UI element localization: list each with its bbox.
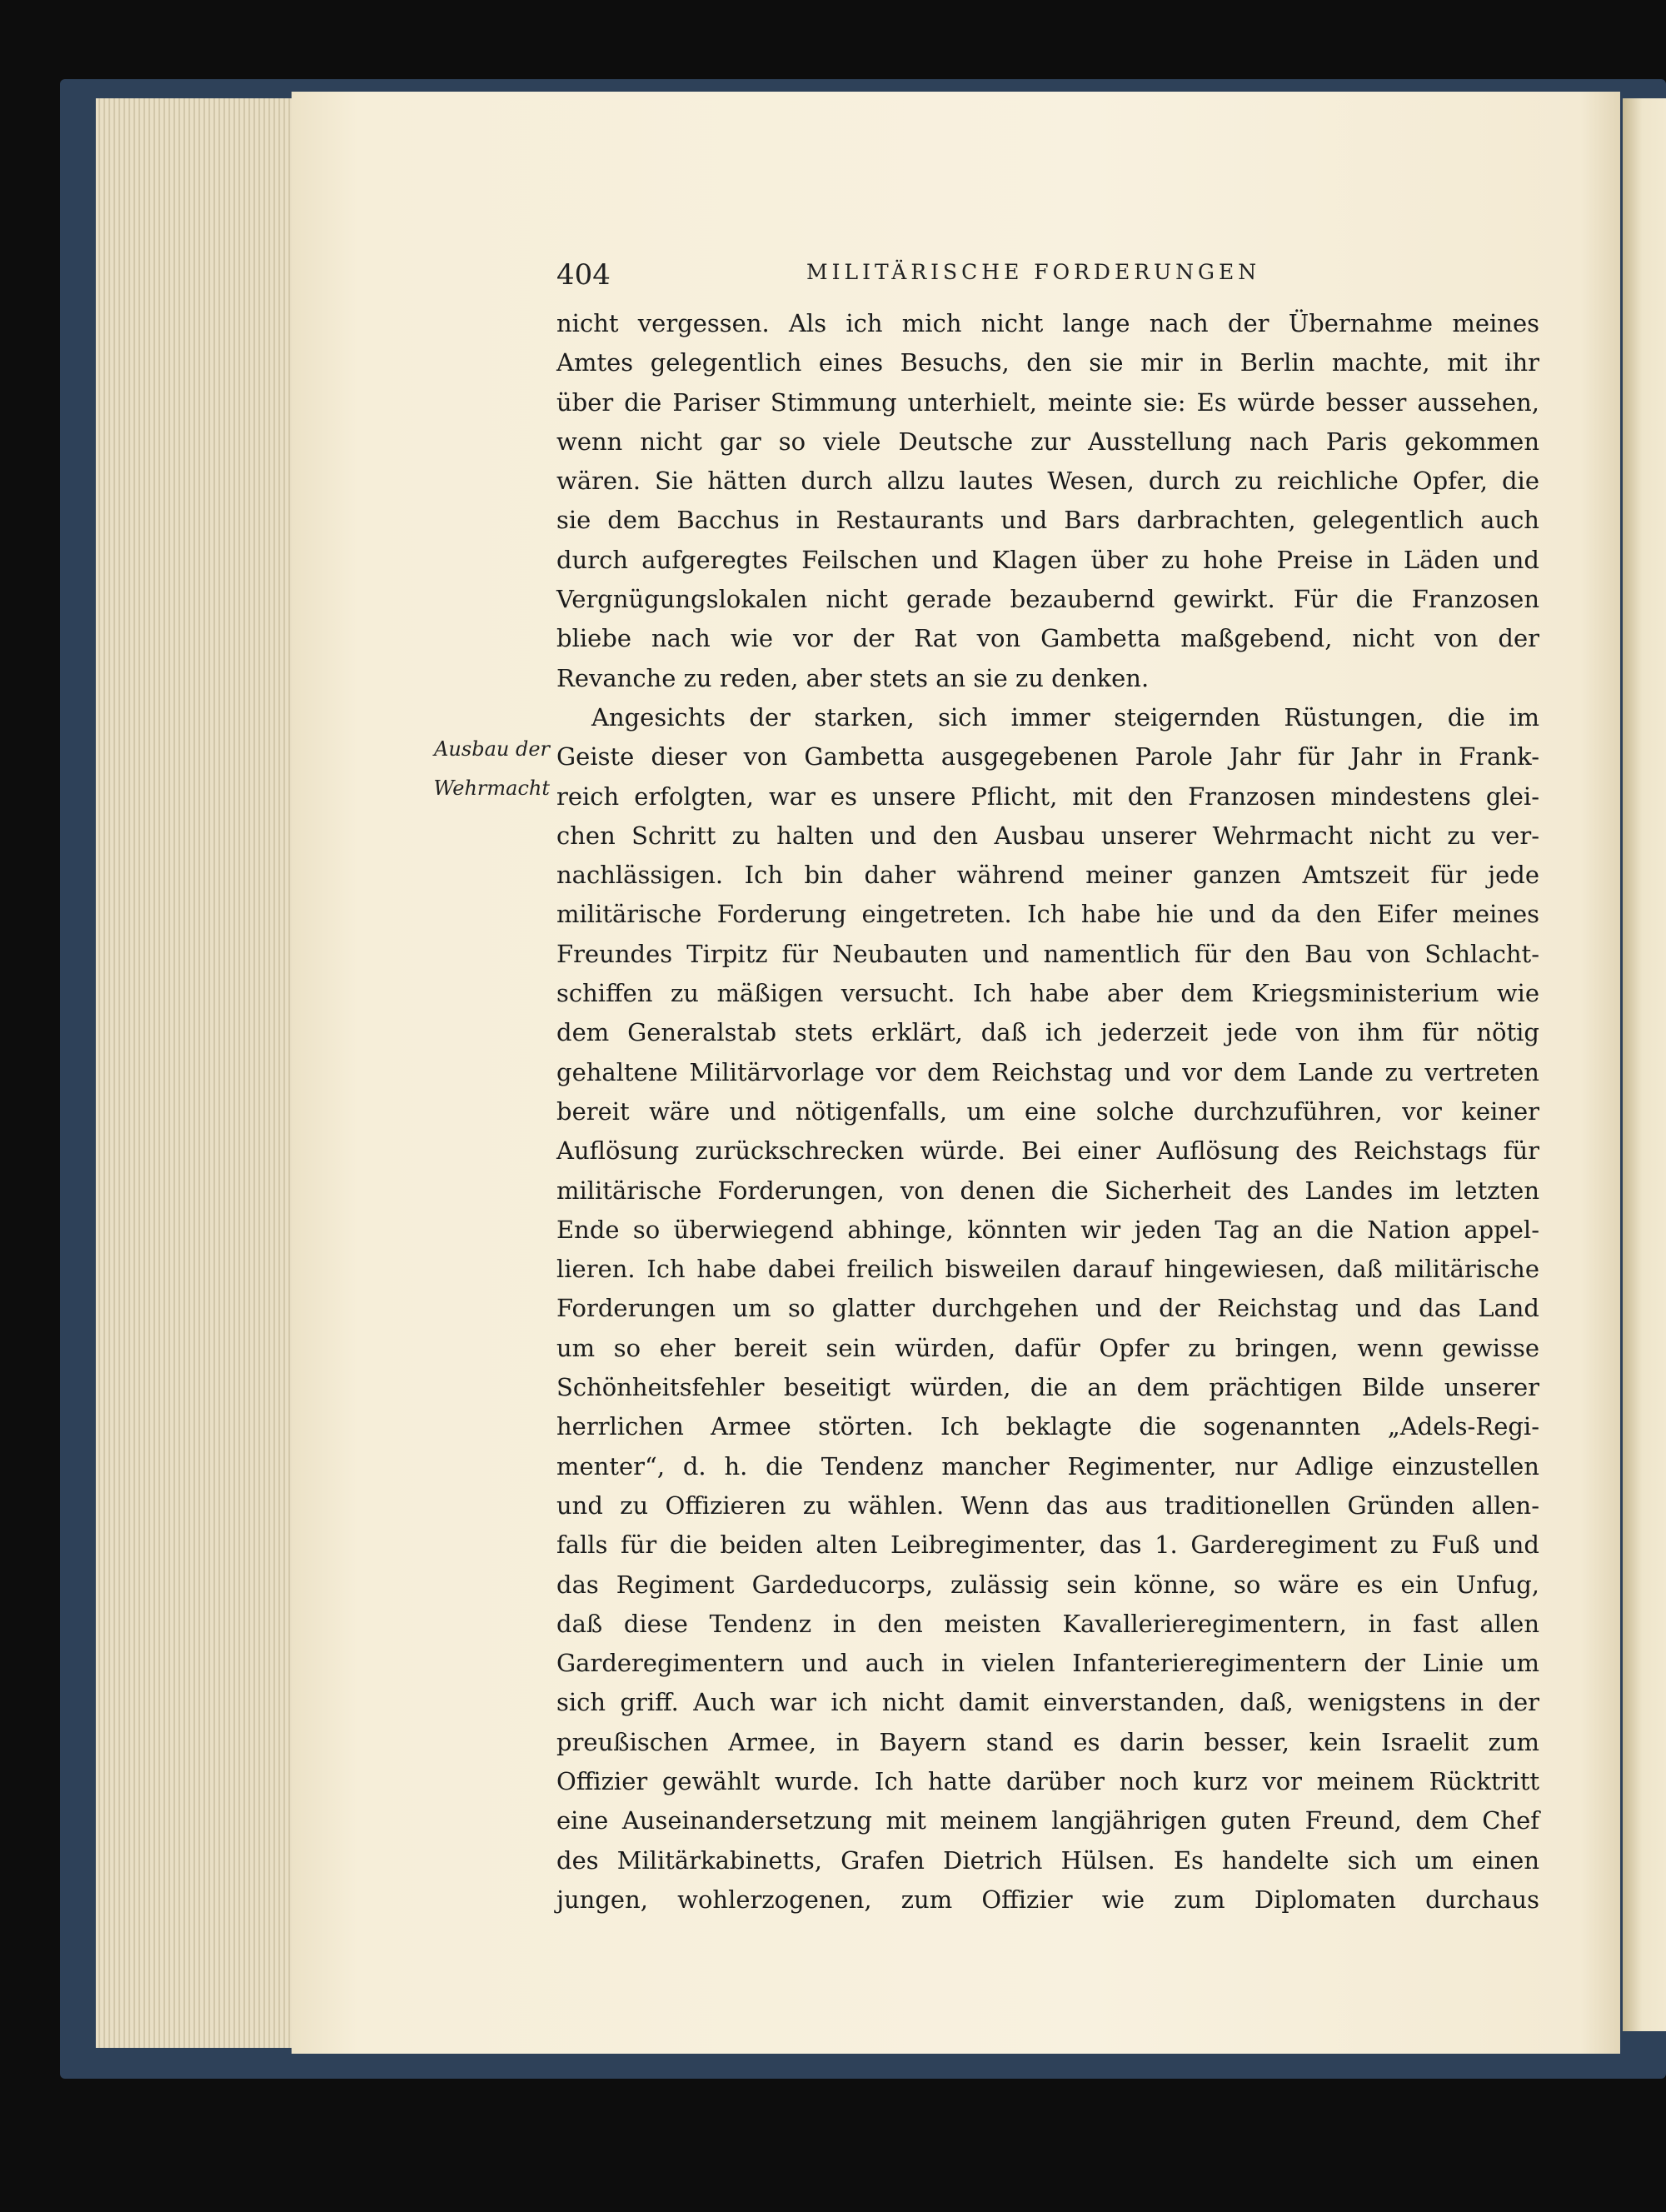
- text-line: daß diese Tendenz in den meisten Kavallerieregimentern, in fast allen: [556, 1609, 1539, 1638]
- text-line: schiffen zu mäßigen versucht. Ich habe aber dem Kriegsministerium wie: [556, 979, 1539, 1008]
- margin-note: [416, 730, 550, 808]
- text-line: lieren. Ich habe dabei freilich bisweilen darauf hingewiesen, daß militärische: [556, 1255, 1539, 1284]
- page-number: 404: [556, 258, 611, 292]
- text-line: nicht vergessen. Als ich mich nicht lange nach der Übernahme meines: [556, 309, 1539, 337]
- text-line: reich erfolgten, war es unsere Pflicht, mit den Franzosen mindestens glei-: [556, 781, 1539, 811]
- text-line: dem Generalstab stets erklärt, daß ich jederzeit jede von ihm für nötig: [556, 1018, 1539, 1047]
- text-line: jungen, wohlerzogenen, zum Offizier wie zum Diplomaten durchaus: [556, 1885, 1539, 1914]
- text-line: chen Schritt zu halten und den Ausbau unserer Wehrmacht nicht zu ver-: [556, 821, 1539, 850]
- margin-note-line: Ausbau der: [434, 737, 550, 761]
- text-line: Vergnügungslokalen nicht gerade bezaubernd gewirkt. Für die Franzosen: [556, 585, 1539, 614]
- text-line: durch aufgeregtes Feilschen und Klagen über zu hohe Preise in Läden und: [556, 545, 1539, 574]
- text-line: eine Auseinandersetzung mit meinem langjährigen guten Freund, dem Chef: [556, 1806, 1539, 1835]
- paragraph-end-line: Revanche zu reden, aber stets an sie zu denken.: [556, 663, 1150, 692]
- text-line: militärische Forderung eingetreten. Ich habe hie und da den Eifer meines: [556, 900, 1539, 929]
- text-line: Ende so überwiegend abhinge, könnten wir jeden Tag an die Nation appel-: [556, 1215, 1539, 1244]
- text-line: gehaltene Militärvorlage vor dem Reichstag und vor dem Lande zu vertreten: [556, 1057, 1539, 1086]
- text-line: wenn nicht gar so viele Deutsche zur Ausstellung nach Paris gekommen: [556, 427, 1539, 456]
- text-line: sie dem Bacchus in Restaurants und Bars darbrachten, gelegentlich auch: [556, 506, 1539, 535]
- running-head: MILITÄRISCHE FORDERUNGEN: [806, 260, 1261, 284]
- page-header: [556, 250, 1539, 300]
- text-line: das Regiment Gardeducorps, zulässig sein könne, so wäre es ein Unfug,: [556, 1570, 1539, 1599]
- margin-note-line: Wehrmacht: [433, 776, 550, 800]
- text-line: bliebe nach wie vor der Rat von Gambetta maßgebend, nicht von der: [556, 624, 1539, 653]
- text-line: um so eher bereit sein würden, dafür Opfer zu bringen, wenn gewisse: [556, 1333, 1539, 1362]
- text-line: Schönheitsfehler beseitigt würden, die an dem prächtigen Bilde unserer: [556, 1373, 1539, 1402]
- text-line: des Militärkabinetts, Grafen Dietrich Hülsen. Es handelte sich um einen: [556, 1845, 1539, 1875]
- text-line: bereit wäre und nötigenfalls, um eine solche durchzuführen, vor keiner: [556, 1096, 1539, 1126]
- text-line: über die Pariser Stimmung unterhielt, meinte sie: Es würde besser aussehen,: [556, 387, 1539, 417]
- text-line: militärische Forderungen, von denen die Sicherheit des Landes im letzten: [556, 1176, 1539, 1205]
- text-line: wären. Sie hätten durch allzu lautes Wesen, durch zu reichliche Opfer, die: [556, 467, 1539, 496]
- text-line: nachlässigen. Ich bin daher während meiner ganzen Amtszeit für jede: [556, 861, 1539, 890]
- text-line: sich griff. Auch war ich nicht damit einverstanden, daß, wenigstens in der: [556, 1688, 1539, 1717]
- text-line: preußischen Armee, in Bayern stand es darin besser, kein Israelit zum: [556, 1727, 1539, 1756]
- text-line: Geiste dieser von Gambetta ausgegebenen Parole Jahr für Jahr in Frank-: [556, 742, 1539, 771]
- text-line: Garderegimentern und auch in vielen Infanterieregimentern der Linie um: [556, 1649, 1539, 1678]
- body-text: [556, 304, 1539, 1920]
- text-line: menter“, d. h. die Tendenz mancher Regimenter, nur Adlige einzustellen: [556, 1451, 1539, 1480]
- text-line: Offizier gewählt wurde. Ich hatte darüber noch kurz vor meinem Rücktritt: [556, 1766, 1539, 1795]
- text-line: herrlichen Armee störten. Ich beklagte die sogenannten „Adels-Regi-: [556, 1412, 1539, 1441]
- text-line: Auflösung zurückschrecken würde. Bei einer Auflösung des Reichstags für: [556, 1136, 1539, 1166]
- paragraph-start-line: Angesichts der starken, sich immer steigernden Rüstungen, die im: [591, 702, 1539, 732]
- text-line: Amtes gelegentlich eines Besuchs, den sie mir in Berlin machte, mit ihr: [556, 348, 1539, 377]
- text-line: Forderungen um so glatter durchgehen und der Reichstag und das Land: [556, 1294, 1539, 1323]
- page-edges: [96, 98, 312, 2048]
- facing-page-edge: [1623, 98, 1666, 2031]
- text-line: und zu Offizieren zu wählen. Wenn das aus traditionellen Gründen allen-: [556, 1490, 1539, 1520]
- text-line: Freundes Tirpitz für Neubauten und namentlich für den Bau von Schlacht-: [556, 939, 1539, 968]
- text-line: falls für die beiden alten Leibregimenter, das 1. Garderegiment zu Fuß und: [556, 1530, 1539, 1560]
